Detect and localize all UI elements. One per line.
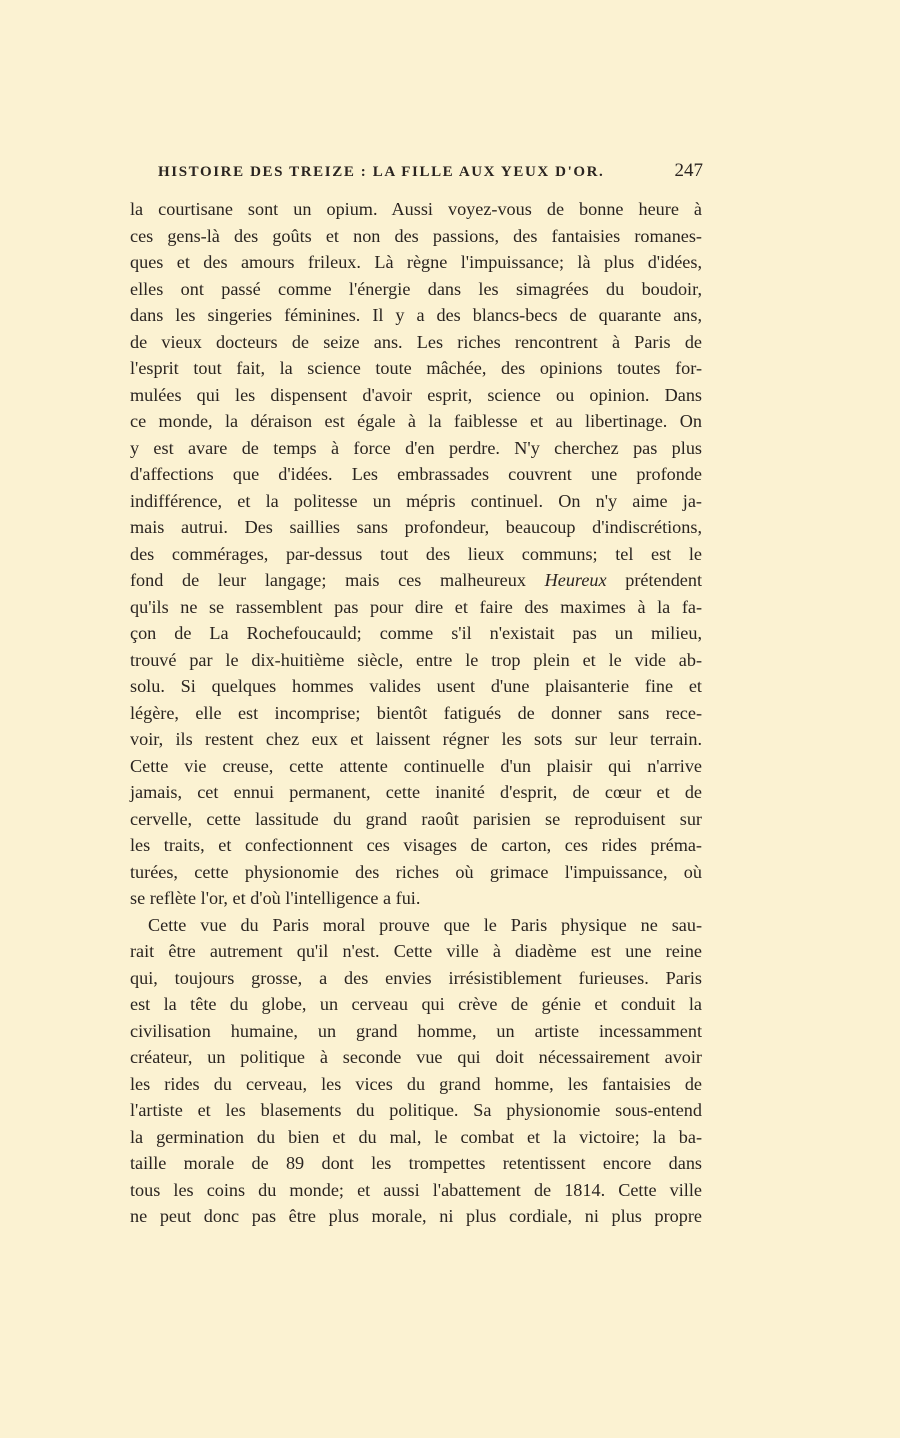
- text-line: [130, 488, 702, 515]
- text-line-content: qu'ils ne se rassemblent pas pour dire et faire des maximes à la fa-: [130, 596, 702, 617]
- text-line-content: mais autrui. Des saillies sans profondeur, beaucoup d'indiscrétions,: [130, 517, 702, 537]
- page-number: 247: [674, 160, 703, 181]
- text-line: [130, 1124, 702, 1151]
- text-line: [130, 355, 702, 382]
- text-line: [130, 1071, 702, 1098]
- text-line: [130, 435, 702, 462]
- running-head: HISTOIRE DES TREIZE : LA FILLE AUX YEUX D'OR.: [158, 164, 605, 180]
- text-line-content: se reflète l'or, et d'où l'intelligence a fui.: [130, 888, 421, 908]
- text-line: [130, 1203, 702, 1230]
- text-line: [130, 1177, 702, 1204]
- text-line: [130, 779, 702, 806]
- text-line-content: taille morale de 89 dont les trompettes retentissent encore dans: [130, 1153, 702, 1173]
- text-line: [130, 196, 702, 223]
- text-line-content: dans les singeries féminines. Il y a des blancs-becs de quarante ans,: [130, 305, 702, 325]
- text-line-content: trouvé par le dix-huitième siècle, entre le trop plein et le vide ab-: [130, 649, 702, 670]
- text-line: [130, 1044, 702, 1071]
- text-line: [130, 938, 702, 965]
- text-line: [130, 408, 702, 435]
- text-line: [130, 965, 702, 992]
- text-line: [130, 859, 702, 886]
- text-line-content: créateur, un politique à seconde vue qui doit nécessairement avoir: [130, 1047, 702, 1067]
- text-line-content: rait être autrement qu'il n'est. Cette ville à diadème est une reine: [130, 941, 702, 961]
- text-line-content: d'affections que d'idées. Les embrassades couvrent une profonde: [130, 464, 702, 484]
- text-line-content: indifférence, et la politesse un mépris continuel. On n'y aime ja-: [130, 490, 702, 511]
- text-line: [130, 461, 702, 488]
- text-line-content: civilisation humaine, un grand homme, un artiste incessamment: [130, 1020, 702, 1041]
- text-line-content: ce monde, la déraison est égale à la faiblesse et au libertinage. On: [130, 411, 702, 431]
- text-line-content: jamais, cet ennui permanent, cette inanité d'esprit, de cœur et de: [130, 782, 702, 802]
- text-line: [130, 541, 702, 568]
- text-line: [130, 753, 702, 780]
- text-line: [130, 1018, 702, 1045]
- text-line: [130, 700, 702, 727]
- text-line: [130, 1150, 702, 1177]
- text-line-content: l'esprit tout fait, la science toute mâchée, des opinions toutes for-: [130, 358, 702, 378]
- text-line-content: de vieux docteurs de seize ans. Les riches rencontrent à Paris de: [130, 331, 702, 352]
- italic-word: Heureux: [544, 570, 607, 590]
- text-line-content: ces gens-là des goûts et non des passions, des fantaisies romanes-: [130, 225, 702, 246]
- text-line: [130, 223, 702, 250]
- text-line-content: ne peut donc pas être plus morale, ni plus cordiale, ni plus propre: [130, 1206, 702, 1226]
- text-line-content: Cette vue du Paris moral prouve que le Paris physique ne sau-: [148, 914, 702, 935]
- text-line-content: cervelle, cette lassitude du grand raoût parisien se reproduisent sur: [130, 808, 702, 829]
- text-line: [130, 1097, 702, 1124]
- text-line: [130, 726, 702, 753]
- text-line-content: mulées qui les dispensent d'avoir esprit, science ou opinion. Dans: [130, 384, 702, 405]
- text-line: [130, 594, 702, 621]
- text-line: [130, 912, 702, 939]
- text-line-content: des commérages, par-dessus tout des lieux communs; tel est le: [130, 543, 702, 564]
- text-line-content: elles ont passé comme l'énergie dans les simagrées du boudoir,: [130, 278, 702, 299]
- text-line: [130, 329, 702, 356]
- text-line-content: est la tête du globe, un cerveau qui crève de génie et conduit la: [130, 994, 702, 1014]
- text-line-content: ques et des amours frileux. Là règne l'impuissance; là plus d'idées,: [130, 252, 702, 272]
- text-line: [130, 382, 702, 409]
- text-line: [130, 302, 702, 329]
- text-line-content: fond de leur langage; mais ces malheureux: [130, 570, 526, 590]
- text-line: [130, 567, 702, 594]
- text-line: [130, 276, 702, 303]
- text-line-content: solu. Si quelques hommes valides usent d'une plaisanterie fine et: [130, 676, 702, 696]
- text-line-content: la germination du bien et du mal, le combat et la victoire; la ba-: [130, 1126, 702, 1147]
- text-line: [130, 991, 702, 1018]
- text-line-content: qui, toujours grosse, a des envies irrésistiblement furieuses. Paris: [130, 967, 702, 988]
- text-line-content: légère, elle est incomprise; bientôt fatigués de donner sans rece-: [130, 702, 702, 723]
- text-line: [130, 673, 702, 700]
- text-line-content: çon de La Rochefoucauld; comme s'il n'existait pas un milieu,: [130, 623, 702, 643]
- text-line-content: les traits, et confectionnent ces visages de carton, ces rides préma-: [130, 835, 702, 855]
- text-line-content: la courtisane sont un opium. Aussi voyez-vous de bonne heure à: [130, 199, 702, 219]
- text-line: [130, 832, 702, 859]
- text-line: [130, 620, 702, 647]
- text-line: [130, 249, 702, 276]
- text-line-content: l'artiste et les blasements du politique. Sa physionomie sous-entend: [130, 1100, 702, 1120]
- text-line: [130, 647, 702, 674]
- text-line-content: voir, ils restent chez eux et laissent régner les sots sur leur terrain.: [130, 729, 702, 749]
- text-line-content: turées, cette physionomie des riches où grimace l'impuissance, où: [130, 861, 702, 882]
- text-line-content: les rides du cerveau, les vices du grand homme, les fantaisies de: [130, 1073, 702, 1094]
- text-line-content: Cette vie creuse, cette attente continuelle d'un plaisir qui n'arrive: [130, 755, 702, 776]
- text-line-tail: prétendent: [625, 570, 703, 590]
- text-line-content: tous les coins du monde; et aussi l'abattement de 1814. Cette ville: [130, 1179, 702, 1200]
- text-line: [130, 806, 702, 833]
- text-line: [130, 514, 702, 541]
- page-header: [158, 160, 703, 182]
- body-text: [130, 196, 702, 1230]
- text-line-content: y est avare de temps à force d'en perdre. N'y cherchez pas plus: [130, 437, 702, 458]
- text-line: [130, 885, 702, 912]
